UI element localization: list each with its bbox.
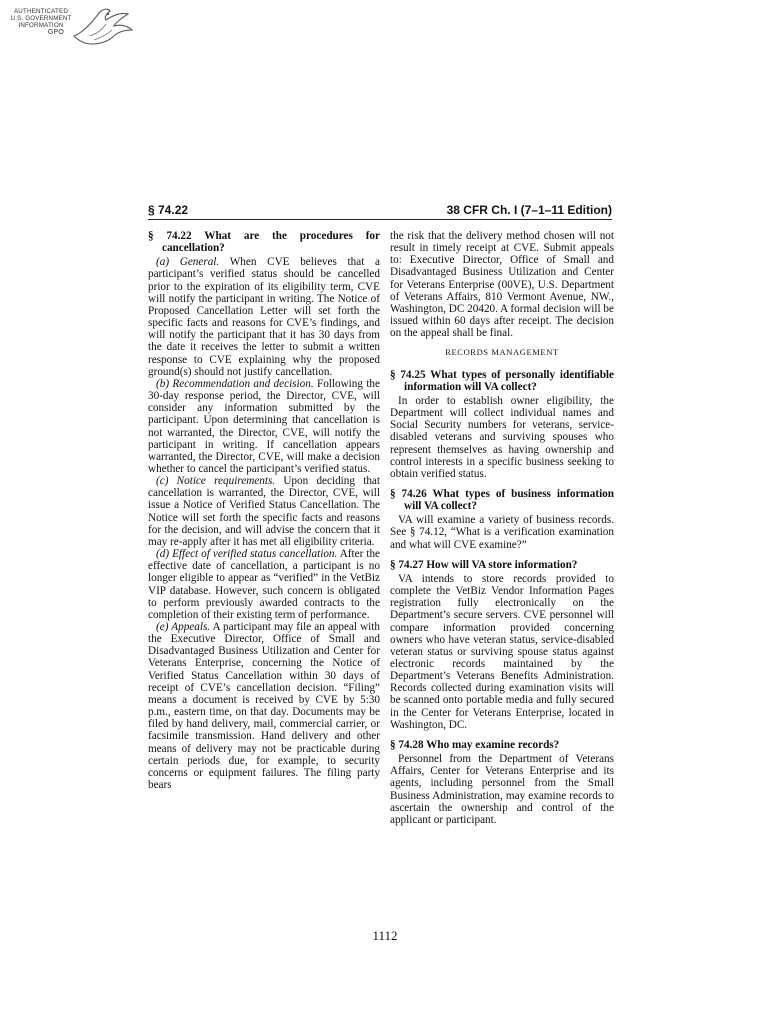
continued-paragraph: the risk that the delivery method chosen will not result in timely receipt at CVE. Submit appeals to: Executive Director, Office of Small and Disadvantaged Business Utilization and Center for Veterans Enterprise (00VE), U.S. Department of Veterans Affairs, 810 Vermont Avenue, NW., Washington, DC 20420. A formal decision will be issued within 60 days after receipt. The decision on the appeal shall be final. xyxy=(390,230,614,340)
seal-line: U.S. GOVERNMENT xyxy=(10,15,72,22)
running-head xyxy=(148,203,612,220)
section-heading: § 74.27 How will VA store information? xyxy=(390,558,578,571)
paragraph-b-text: Following the 30-day response period, the Director, CVE, will consider any information submitted by the participant. Upon determining that cancellation is not warranted, the Director, CVE, will notify the participant in writing. If cancellation appears warranted, the Director, CVE, will make a decision whether to cancel the participant’s verified status. xyxy=(148,377,380,475)
cfr-edition-header: 38 CFR Ch. I (7–1–11 Edition) xyxy=(446,203,612,217)
paragraph-b-label: (b) Recommendation and decision. xyxy=(156,377,314,390)
section-heading: § 74.28 Who may examine records? xyxy=(390,738,560,751)
section-heading: § 74.22 What are the procedures for cancellation? xyxy=(148,230,380,255)
paragraph-d-text: After the effective date of cancellation, a participant is no longer eligible to appear as “verified” in the VetBiz VIP database. However, such concern is obligated to perform previously awarded contracts to the completion of their existing term of performance. xyxy=(148,548,381,621)
records-management-heading: RECORDS MANAGEMENT xyxy=(445,347,559,358)
seal-line: INFORMATION xyxy=(18,22,64,29)
paragraph-a-label: (a) General. xyxy=(156,256,220,269)
paragraph-c-text: Upon deciding that cancellation is warranted, the Director, CVE, will issue a Notice of Verified Status Cancellation. The Notice will set forth the specific facts and reasons for the decision, and will advise the concern that it may re-apply after it has met all eligibility criteria. xyxy=(148,475,380,548)
paragraph-a xyxy=(148,256,380,378)
paragraph-e-label: (e) Appeals. xyxy=(156,621,211,633)
paragraph-e xyxy=(148,621,380,791)
seal-line: AUTHENTICATED xyxy=(13,8,69,15)
seal-text xyxy=(6,8,76,36)
section-paragraph: VA intends to store records provided to complete the VetBiz Vendor Information Pages registration fully electronically on the Department’s secure servers. CVE personnel will compare information provided concerning owners who have veteran status, service-disabled veteran status or surviving spouse status against electronic records maintained by the Department’s Veterans Benefits Administration. Records collected during examination visits will be scanned onto portable media and fully secured in the Center for Veterans Enterprise, located in Washington, DC. xyxy=(390,572,614,731)
gpo-authentication-seal xyxy=(6,6,144,62)
paragraph-c-label: (c) Notice requirements. xyxy=(156,475,276,488)
section-heading: § 74.26 What types of business information will VA collect? xyxy=(390,487,614,513)
section-paragraph: VA will examine a variety of business records. See § 74.12, “What is a verification examination and what will CVE examine?” xyxy=(390,514,614,551)
page-number: 1112 xyxy=(372,928,398,943)
paragraph-c xyxy=(148,475,380,548)
section-number-header: § 74.22 xyxy=(148,203,189,217)
section-paragraph: In order to establish owner eligibility, the Department will collect individual names and Social Security numbers for veterans, service-disabled veterans and surviving spouses who represent themselves as having ownership and control interests in a specific business seeking to obtain verified status. xyxy=(390,394,614,480)
paragraph-a-text: When CVE believes that a participant’s verified status should be cancelled prior to the expiration of its eligibility term, CVE will notify the participant in writing. The Notice of Proposed Cancellation Letter will set forth the specific facts and reasons for CVE’s findings, and will notify the participant that it has 30 days from the date it receives the letter to submit a written response to CVE explaining why the proposed ground(s) should not justify cancellation. xyxy=(148,256,380,378)
seal-line: GPO xyxy=(47,29,65,36)
section-paragraph: Personnel from the Department of Veterans Affairs, Center for Veterans Enterprise and its agents, including personnel from the Small Business Administration, may examine records to ascertain the ownership and control of the applicant or participant. xyxy=(390,753,614,826)
eagle-seal-icon xyxy=(70,6,144,50)
right-column xyxy=(390,230,614,826)
paragraph-d xyxy=(148,548,380,621)
paragraph-e-text: A participant may file an appeal with the Executive Director, Office of Small and Disadvantaged Business Utilization and Center for Veterans Enterprise, concerning the Notice of Verified Status Cancellation within 30 days of receipt of CVE’s cancellation decision. “Filing” means a document is received by CVE by 5:30 p.m., eastern time, on that day. Documents may be filed by hand delivery, mail, commercial carrier, or facsimile transmission. Hand delivery and other means of delivery may not be practicable during certain periods due, for example, to security concerns or equipment failures. The filing party bears xyxy=(148,621,380,792)
paragraph-b xyxy=(148,378,380,475)
paragraph-d-label: (d) Effect of verified status cancellation. xyxy=(156,548,338,561)
section-heading: § 74.25 What types of personally identifiable information will VA collect? xyxy=(390,368,614,393)
left-column xyxy=(148,230,380,791)
